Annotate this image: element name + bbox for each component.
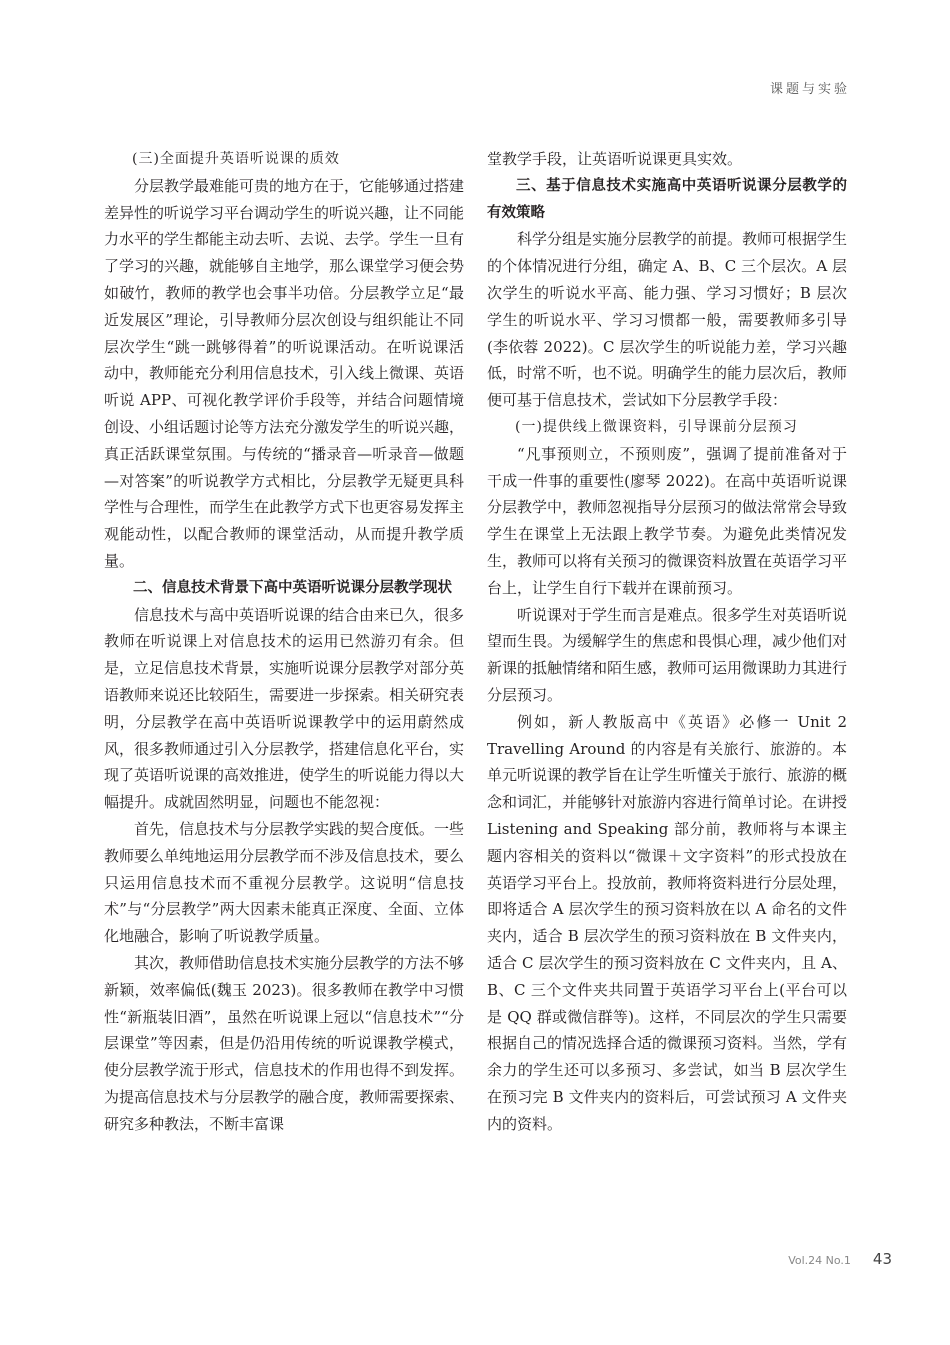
- section-tag: 课题与实验: [769, 82, 850, 97]
- section-heading: 三、基于信息技术实施高中英语听说课分层教学的有效策略: [487, 177, 847, 221]
- page-footer: [788, 1250, 892, 1268]
- section-heading: 二、信息技术背景下高中英语听说课分层教学现状: [133, 579, 452, 596]
- paragraph: 例如，新人教版高中《英语》必修一 Unit 2 Travelling Around 的内容是有关旅行、旅游的。本单元听说课的教学旨在让学生听懂关于旅行、旅游的概念和词汇，并能够针对旅游内容进行简单讨论。在讲授 Listening and Speaking 部分前，教师将与本课主题内容相关的资料以“微课＋文字资料”的形式投放在英语学习平台上。投放前，教师将资料进行分层处理，即将适合 A 层次学生的预习资料放在以 A 命名的文件夹内，适合 B 层次学生的预习资料放在 B 文件夹内，适合 C 层次学生的预习资料放在 C 文件夹内，且 A、B、C 三个文件夹共同置于英语学习平台上(平台可以是 QQ 群或微信群等)。这样，不同层次的学生只需要根据自己的情况选择合适的微课预习资料。当然，学有余力的学生还可以多预习、多尝试，如当 B 层次学生在预习完 B 文件夹内的资料后，可尝试预习 A 文件夹内的资料。: [487, 712, 848, 1133]
- paragraph: 其次，教师借助信息技术实施分层教学的方法不够新颖，效率偏低(魏玉 2023)。很多教师在教学中习惯性“新瓶装旧酒”，虽然在听说课上冠以“信息技术”“分层课堂”等因素，但是仍沿用传统的听说课教学模式，使分层教学流于形式，信息技术的作用也得不到发挥。为提高信息技术与分层教学的融合度，教师需要探索、研究多种教法，不断丰富课: [104, 953, 465, 1133]
- page-number: 43: [872, 1250, 892, 1268]
- paragraph: “凡事预则立，不预则废”，强调了提前准备对于干成一件事的重要性(廖琴 2022)。在高中英语听说课分层教学中，教师忽视指导分层预习的做法常常会导致学生在课堂上无法跟上教学节奏。为避免此类情况发生，教师可以将有关预习的微课资料放置在英语学习平台上，让学生自行下载并在课前预习。: [487, 444, 848, 597]
- paragraph: 科学分组是实施分层教学的前提。教师可根据学生的个体情况进行分组，确定 A、B、C 三个层次。A 层次学生的听说水平高、能力强、学习习惯好；B 层次学生的听说水平、学习习惯都一般，需要教师多引导(李依蓉 2022)。C 层次学生的听说能力差，学习兴趣低，时常不听，也不说。明确学生的能力层次后，教师便可基于信息技术，尝试如下分层教学手段：: [487, 230, 848, 410]
- paragraph: 听说课对于学生而言是难点。很多学生对英语听说望而生畏。为缓解学生的焦虑和畏惧心理，减少他们对新课的抵触情绪和陌生感，教师可运用微课助力其进行分层预习。: [487, 605, 848, 704]
- paragraph: 信息技术与高中英语听说课的结合由来已久，很多教师在听说课上对信息技术的运用已然游刃有余。但是，立足信息技术背景，实施听说课分层教学对部分英语教师来说还比较陌生，需要进一步探索。相关研究表明，分层教学在高中英语听说课教学中的运用蔚然成风，很多教师通过引入分层教学，搭建信息化平台，实现了英语听说课的高效推进，使学生的听说能力得以大幅提升。成就固然明显，问题也不能忽视：: [104, 605, 465, 812]
- paragraph: 首先，信息技术与分层教学实践的契合度低。一些教师要么单纯地运用分层教学而不涉及信息技术，要么只运用信息技术而不重视分层教学。这说明“信息技术”与“分层教学”两大因素未能真正深度、全面、立体化地融合，影响了听说教学质量。: [104, 819, 465, 946]
- right-column: [487, 146, 847, 1137]
- volume-label: Vol.24 No.1: [788, 1254, 851, 1267]
- subsection-heading: (一)提供线上微课资料，引导课前分层预习: [515, 418, 798, 435]
- left-column: [104, 146, 464, 1137]
- subsection-heading: (三)全面提升英语听说课的质效: [132, 151, 340, 167]
- paragraph-continued: 堂教学手段，让英语听说课更具实效。: [487, 150, 743, 168]
- paragraph: 分层教学最难能可贵的地方在于，它能够通过搭建差异性的听说学习平台调动学生的听说兴趣，让不同能力水平的学生都能主动去听、去说、去学。学生一旦有了学习的兴趣，就能够自主地学，那么课堂学习便会势如破竹，教师的教学也会事半功倍。分层教学立足“最近发展区”理论，引导教师分层次创设与组织能让不同层次学生“跳一跳够得着”的听说课活动。在听说课活动中，教师能充分利用信息技术，引入线上微课、英语听说 APP、可视化教学评价手段等，并结合问题情境创设、小组话题讨论等方法充分激发学生的听说兴趣，真正活跃课堂氛围。与传统的“播录音—听录音—做题—对答案”的听说教学方式相比，分层教学无疑更具科学性与合理性，而学生在此教学方式下也更容易发挥主观能动性，以配合教师的课堂活动，从而提升教学质量。: [104, 176, 465, 570]
